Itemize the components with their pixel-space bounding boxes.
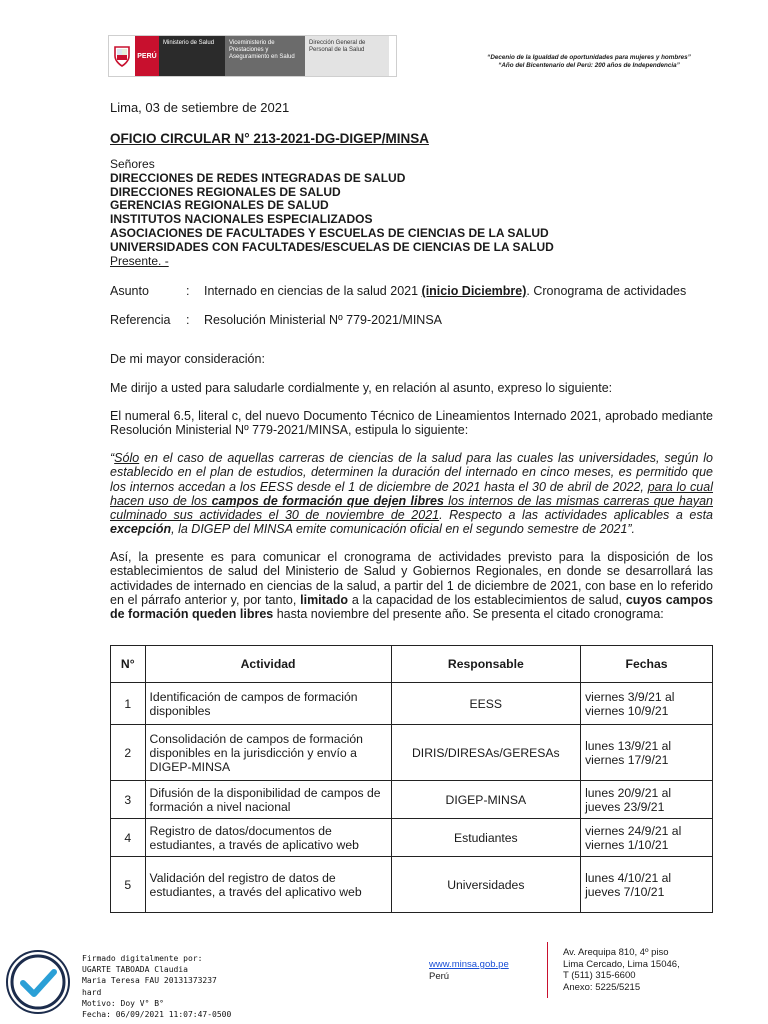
asi-paragraph — [110, 550, 713, 621]
website-link[interactable]: www.minsa.gob.pe — [429, 959, 509, 970]
asunto-text-end: . Cronograma de actividades — [526, 284, 687, 298]
logo-peru-label: PERÚ — [135, 36, 159, 76]
presente-line: Presente. - — [110, 253, 169, 268]
recipient-line: INSTITUTOS NACIONALES ESPECIALIZADOS — [110, 212, 373, 227]
logo-ministry-label: Ministerio de Salud — [159, 36, 225, 76]
row-responsible: Universidades — [391, 857, 580, 913]
header-responsible: Responsable — [391, 646, 580, 683]
quote-text: . Respecto a las actividades aplicables a esta — [439, 508, 713, 523]
quote-solo: Sólo — [114, 451, 140, 465]
asunto-value — [204, 284, 686, 298]
row-responsible: DIRIS/DIRESAs/GERESAs — [391, 725, 580, 781]
coat-of-arms-icon — [109, 36, 135, 76]
recipient-line: GERENCIAS REGIONALES DE SALUD — [110, 198, 329, 213]
recipients-block — [110, 158, 730, 268]
row-dates: viernes 24/9/21 al viernes 1/10/21 — [581, 819, 713, 857]
quote-open: “ — [110, 451, 115, 465]
document-title: OFICIO CIRCULAR N° 213-2021-DG-DIGEP/MINSA — [110, 131, 429, 146]
recipient-line: DIRECCIONES DE REDES INTEGRADAS DE SALUD — [110, 170, 406, 185]
row-responsible: EESS — [391, 683, 580, 725]
asunto-colon: : — [186, 284, 190, 298]
asunto-label: Asunto — [110, 284, 149, 298]
signature-line: Firmado digitalmente por: — [82, 954, 203, 963]
row-responsible: DIGEP-MINSA — [391, 781, 580, 819]
recipient-line: DIRECCIONES REGIONALES DE SALUD — [110, 184, 341, 199]
quote-underlined: los internos de las mismas carreras que hayan culminado sus actividades el 30 de noviembre de 2021 — [110, 493, 713, 523]
header-number: N° — [111, 646, 146, 683]
asi-text: Así, la presente es para comunicar el cronograma de actividades previsto para la disposición de los establecimientos de salud del Ministerio de Salud y Gobiernos Regionales, en donde se desarrollará las actividades de internado en ciencias de la salud, a partir del 1 de diciembre de 2021, con base en lo referido en el párrafo anterior y, por tanto, — [110, 550, 713, 607]
address-line: Lima Cercado, Lima 15046, — [563, 958, 680, 970]
recipient-line: UNIVERSIDADES CON FACULTADES/ESCUELAS DE CIENCIAS DE LA SALUD — [110, 239, 554, 254]
address-line: Anexo: 5225/5215 — [563, 982, 641, 994]
row-number: 5 — [111, 857, 146, 913]
table-row — [111, 781, 713, 819]
row-dates: lunes 4/10/21 al jueves 7/10/21 — [581, 857, 713, 913]
row-dates: lunes 13/9/21 al viernes 17/9/21 — [581, 725, 713, 781]
footer-address — [563, 947, 680, 994]
row-activity: Registro de datos/documentos de estudiantes, a través de aplicativo web — [145, 819, 391, 857]
signature-line: Fecha: 06/09/2021 11:07:47-0500 — [82, 1010, 232, 1020]
address-line: Av. Arequipa 810, 4º piso — [563, 947, 669, 958]
row-activity: Difusión de la disponibilidad de campos de formación a nivel nacional — [145, 781, 391, 819]
asunto-highlight: (inicio Diciembre) — [421, 284, 527, 298]
footer-divider — [547, 942, 548, 998]
asi-text: a la capacidad de los establecimientos de salud, — [348, 592, 626, 607]
referencia-value: Resolución Ministerial Nº 779-2021/MINSA — [204, 313, 443, 327]
minsa-logo — [108, 35, 397, 77]
signature-line: Motivo: Doy V° B° — [82, 998, 164, 1008]
date-line: Lima, 03 de setiembre de 2021 — [110, 100, 290, 115]
referencia-label: Referencia — [110, 313, 171, 327]
table-row — [111, 819, 713, 857]
row-number: 1 — [111, 683, 146, 725]
row-dates: lunes 20/9/21 al jueves 23/9/21 — [581, 781, 713, 819]
signature-line: UGARTE TABOADA Claudia — [82, 965, 188, 975]
row-activity: Validación del registro de datos de estudiantes, a través del aplicativo web — [145, 857, 391, 913]
row-activity: Identificación de campos de formación disponibles — [145, 683, 391, 725]
row-dates: viernes 3/9/21 al viernes 10/9/21 — [581, 683, 713, 725]
intro-paragraph: Me dirijo a usted para saludarle cordialmente y, en relación al asunto, expreso lo siguiente: — [110, 381, 613, 395]
row-number: 2 — [111, 725, 146, 781]
quote-underlined: para lo cual hacen uso de los — [110, 479, 713, 508]
asi-bold: limitado — [300, 592, 349, 607]
table-row — [111, 725, 713, 781]
quote-text: , la DIGEP del MINSA emite comunicación oficial en el segundo semestre de 2021”. — [171, 522, 636, 537]
row-number: 3 — [111, 781, 146, 819]
header-quote-year: “Año del Bicentenario del Perú: 200 años de Independencia” — [498, 62, 680, 69]
referencia-colon: : — [186, 313, 190, 327]
row-number: 4 — [111, 819, 146, 857]
quote-bold: excepción — [110, 522, 172, 537]
footer-country: Perú — [429, 971, 450, 982]
row-activity: Consolidación de campos de formación disponibles en la jurisdicción y envío a DIGEP-MINSA — [145, 725, 391, 781]
quote-text: en el caso de aquellas carreras de ciencias de la salud para las cuales las universidades, según lo establecido en el plan de estudios, determinen la duración del internado en cinco meses, es permitido que los internos accedan a los EESS desde el 1 de diciembre de 2021 hasta el 30 de abril de 2022, — [110, 451, 713, 494]
greeting-paragraph: De mi mayor consideración: — [110, 352, 265, 366]
signature-line: hard — [82, 987, 102, 997]
salutation: Señores — [110, 157, 155, 171]
asunto-text: Internado en ciencias de la salud 2021 — [204, 284, 422, 298]
header-quotes — [420, 54, 758, 70]
signature-line: Maria Teresa FAU 20131373237 — [82, 976, 217, 986]
schedule-table — [110, 645, 713, 913]
quote-bold-underlined: campos de formación que dejen libres — [211, 493, 444, 508]
logo-vice-ministry-label: Viceministerio de Prestaciones y Aseguramiento en Salud — [225, 36, 305, 76]
header-dates: Fechas — [581, 646, 713, 683]
asi-text: hasta noviembre del presente año. Se presenta el citado cronograma: — [273, 607, 664, 622]
quoted-paragraph — [110, 451, 713, 537]
table-row — [111, 857, 713, 913]
check-badge-icon — [6, 950, 70, 1014]
numeral-paragraph: El numeral 6.5, literal c, del nuevo Documento Técnico de Lineamientos Internado 2021, aprobado mediante Resolución Ministerial Nº 779-2021/MINSA, estipula lo siguiente: — [110, 409, 713, 438]
header-activity: Actividad — [145, 646, 391, 683]
digital-signature-text — [82, 953, 231, 1020]
table-header-row — [111, 646, 713, 683]
recipient-line: ASOCIACIONES DE FACULTADES Y ESCUELAS DE CIENCIAS DE LA SALUD — [110, 225, 549, 240]
logo-directorate-label: Dirección General de Personal de la Salud — [305, 36, 389, 76]
address-line: T (511) 315-6600 — [563, 970, 636, 982]
header-quote-decade: “Decenio de la Igualdad de oportunidades para mujeres y hombres” — [487, 54, 691, 61]
table-row — [111, 683, 713, 725]
footer-web — [429, 959, 509, 983]
asi-bold: cuyos campos de formación queden libres — [110, 592, 713, 622]
row-responsible: Estudiantes — [391, 819, 580, 857]
